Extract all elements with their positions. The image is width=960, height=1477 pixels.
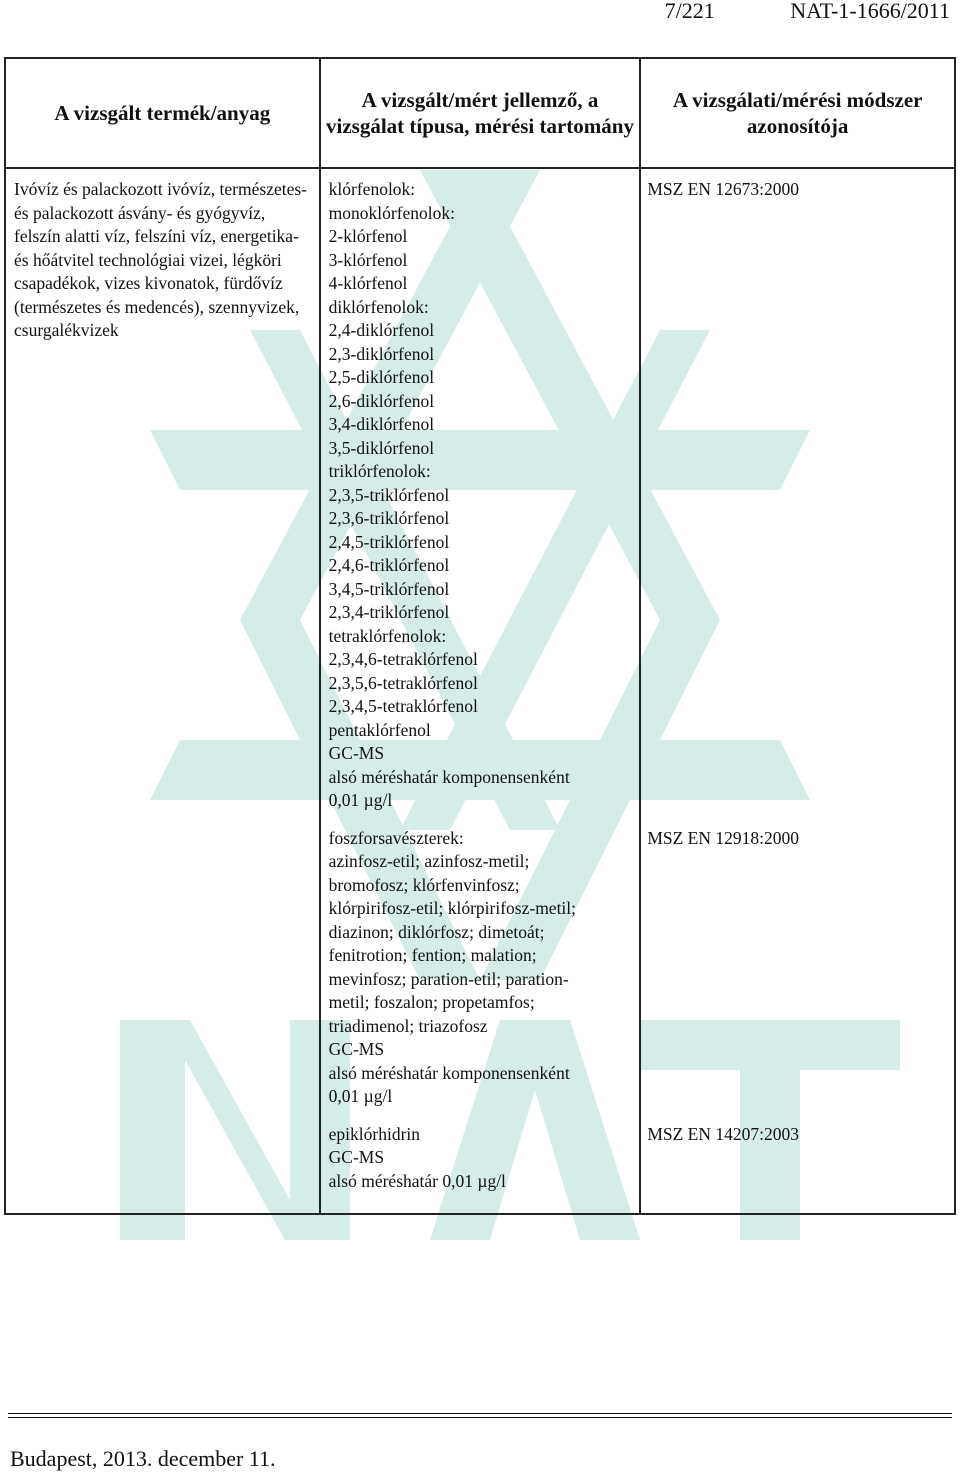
parameter-line: alsó méréshatár komponensenként — [328, 1062, 570, 1083]
parameter-line: alsó méréshatár 0,01 µg/l — [328, 1170, 506, 1191]
parameter-line: 2,5-diklórfenol — [328, 367, 435, 387]
parameter-line: GC-MS — [328, 743, 385, 763]
parameter-line: 3,4,5-triklórfenol — [328, 578, 450, 599]
epichlorohydrin-block — [329, 1109, 640, 1214]
product-cell — [5, 168, 320, 1214]
parameter-line: 2,3,4,5-tetraklórfenol — [328, 696, 478, 716]
parameter-line: 2,3-diklórfenol — [328, 343, 435, 364]
phosphoric-esters-block — [329, 813, 640, 1109]
header-product: A vizsgált termék/anyag — [5, 58, 320, 168]
parameter-line: triadimenol; triazofosz — [328, 1015, 488, 1036]
parameter-line: tetraklórfenolok: — [328, 625, 447, 646]
parameter-line: GC-MS — [328, 1147, 385, 1167]
parameter-cell — [320, 168, 641, 1214]
parameter-line: 2,3,6-triklórfenol — [328, 508, 450, 528]
parameter-line: klórpirifosz-etil; klórpirifosz-metil; — [328, 898, 577, 918]
parameter-line: metil; foszalon; propetamfos; — [328, 992, 535, 1012]
method-id: MSZ EN 14207:2003 — [647, 1123, 800, 1144]
parameter-line: 3,4-diklórfenol — [328, 414, 435, 434]
product-description: Ivóvíz és palackozott ivóvíz, természetes- és palackozott ásvány- és gyógyvíz, felszín alatti víz, felszíni víz, energetika- és hőátvitel technológiai vizei, légköri csapadékok, vizes kivonatok, fürdővíz (természetes és medencés), szennyvizek, csurgalékvizek — [14, 179, 308, 340]
document-id: NAT-1-1666/2011 — [790, 0, 950, 23]
parameter-line: diazinon; diklórfosz; dimetoát; — [328, 921, 545, 942]
parameter-line: foszforsavészterek: — [328, 827, 464, 848]
parameter-line: azinfosz-etil; azinfosz-metil; — [328, 851, 530, 871]
chlorophenols-block — [329, 178, 640, 813]
parameter-line: 3-klórfenol — [328, 249, 408, 270]
method-id: MSZ EN 12673:2000 — [647, 179, 800, 199]
header-method: A vizsgálati/mérési módszer azonosítója — [640, 58, 955, 168]
parameter-line: 4-klórfenol — [328, 273, 408, 293]
parameter-line: 2,3,5,6-tetraklórfenol — [328, 672, 478, 693]
footer-divider — [8, 1413, 952, 1414]
parameter-line: epiklórhidrin — [328, 1123, 421, 1144]
parameter-line: 2,3,5-triklórfenol — [328, 484, 450, 505]
parameter-line: fenitrotion; fention; malation; — [328, 945, 537, 965]
parameter-line: 2,3,4,6-tetraklórfenol — [328, 649, 478, 669]
parameter-line: 2,3,4-triklórfenol — [328, 602, 450, 622]
parameter-line: 2,4,6-triklórfenol — [328, 555, 450, 575]
page-header — [595, 0, 950, 24]
parameter-line: GC-MS — [328, 1039, 385, 1059]
parameter-line: 3,5-diklórfenol — [328, 437, 435, 458]
parameter-line: mevinfosz; paration-etil; paration- — [328, 968, 569, 989]
parameter-line: alsó méréshatár komponensenként — [328, 766, 570, 787]
parameter-line: 2,4-diklórfenol — [328, 320, 435, 340]
footer-divider — [8, 1417, 952, 1418]
page-number: 7/221 — [664, 0, 715, 23]
parameter-line: 2,6-diklórfenol — [328, 390, 435, 411]
table-row — [5, 168, 955, 1214]
parameter-line: 0,01 µg/l — [328, 790, 393, 810]
table-header-row — [5, 58, 955, 168]
header-parameter: A vizsgált/mért jellemző, a vizsgálat típusa, mérési tartomány — [320, 58, 641, 168]
parameter-line: 0,01 µg/l — [328, 1086, 393, 1106]
method-cell — [640, 168, 955, 1214]
parameter-line: monoklórfenolok: — [328, 202, 456, 223]
parameter-line: klórfenolok: — [328, 179, 416, 199]
footer-date: Budapest, 2013. december 11. — [10, 1446, 276, 1471]
parameter-line: bromofosz; klórfenvinfosz; — [328, 874, 520, 895]
accreditation-table — [4, 57, 956, 1215]
parameter-line: 2-klórfenol — [328, 226, 408, 246]
parameter-line: diklórfenolok: — [328, 296, 429, 317]
parameter-line: 2,4,5-triklórfenol — [328, 531, 450, 552]
method-id: MSZ EN 12918:2000 — [647, 827, 800, 848]
parameter-line: pentaklórfenol — [328, 719, 431, 740]
parameter-line: triklórfenolok: — [328, 461, 431, 481]
